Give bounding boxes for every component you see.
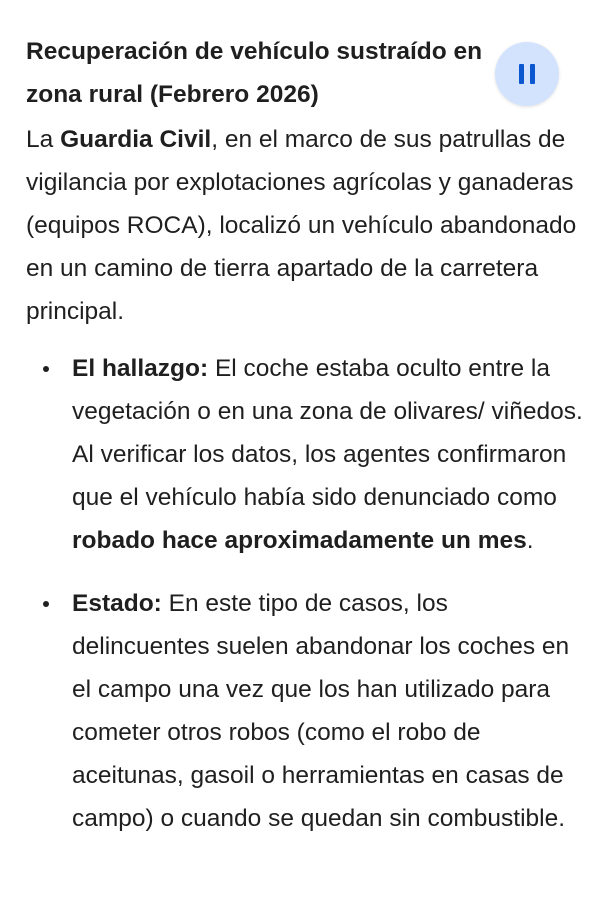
list-item-estado bbox=[26, 582, 586, 840]
intro-paragraph bbox=[26, 118, 586, 333]
intro-bold-entity: Guardia Civil bbox=[60, 126, 212, 153]
pause-icon bbox=[519, 64, 535, 84]
list-item-hallazgo bbox=[26, 347, 586, 562]
bullet-label: El hallazgo: bbox=[72, 355, 209, 382]
bullet-list bbox=[26, 347, 586, 840]
bullet-label: Estado: bbox=[72, 590, 162, 617]
bullet-text: El coche estaba oculto entre la vegetación o en una zona de olivares/ viñedos. Al verificar los datos, los agentes confirmaron que el vehículo había sido denunciado como bbox=[72, 355, 583, 511]
intro-text-before: La bbox=[26, 126, 61, 153]
bullet-dot-icon bbox=[43, 601, 49, 607]
intro-text-after: , en el marco de sus patrullas de vigilancia por explotaciones agrícolas y ganaderas (equipos ROCA), localizó un vehículo abandonado en un camino de tierra apartado de la carretera principal. bbox=[26, 126, 577, 325]
bullet-bold-text: robado hace aproximadamente un mes bbox=[72, 527, 527, 554]
bullet-dot-icon bbox=[43, 366, 49, 372]
bullet-text: En este tipo de casos, los delincuentes suelen abandonar los coches en el campo una vez que los han utilizado para cometer otros robos (como el robo de aceitunas, gasoil o herramientas en casas de campo) o cuando se quedan sin combustible. bbox=[72, 590, 570, 832]
article bbox=[26, 30, 586, 860]
pause-button[interactable] bbox=[495, 42, 559, 106]
article-title: Recuperación de vehículo sustraído en zona rural (Febrero 2026) bbox=[26, 38, 483, 108]
bullet-text-end: . bbox=[526, 527, 534, 554]
